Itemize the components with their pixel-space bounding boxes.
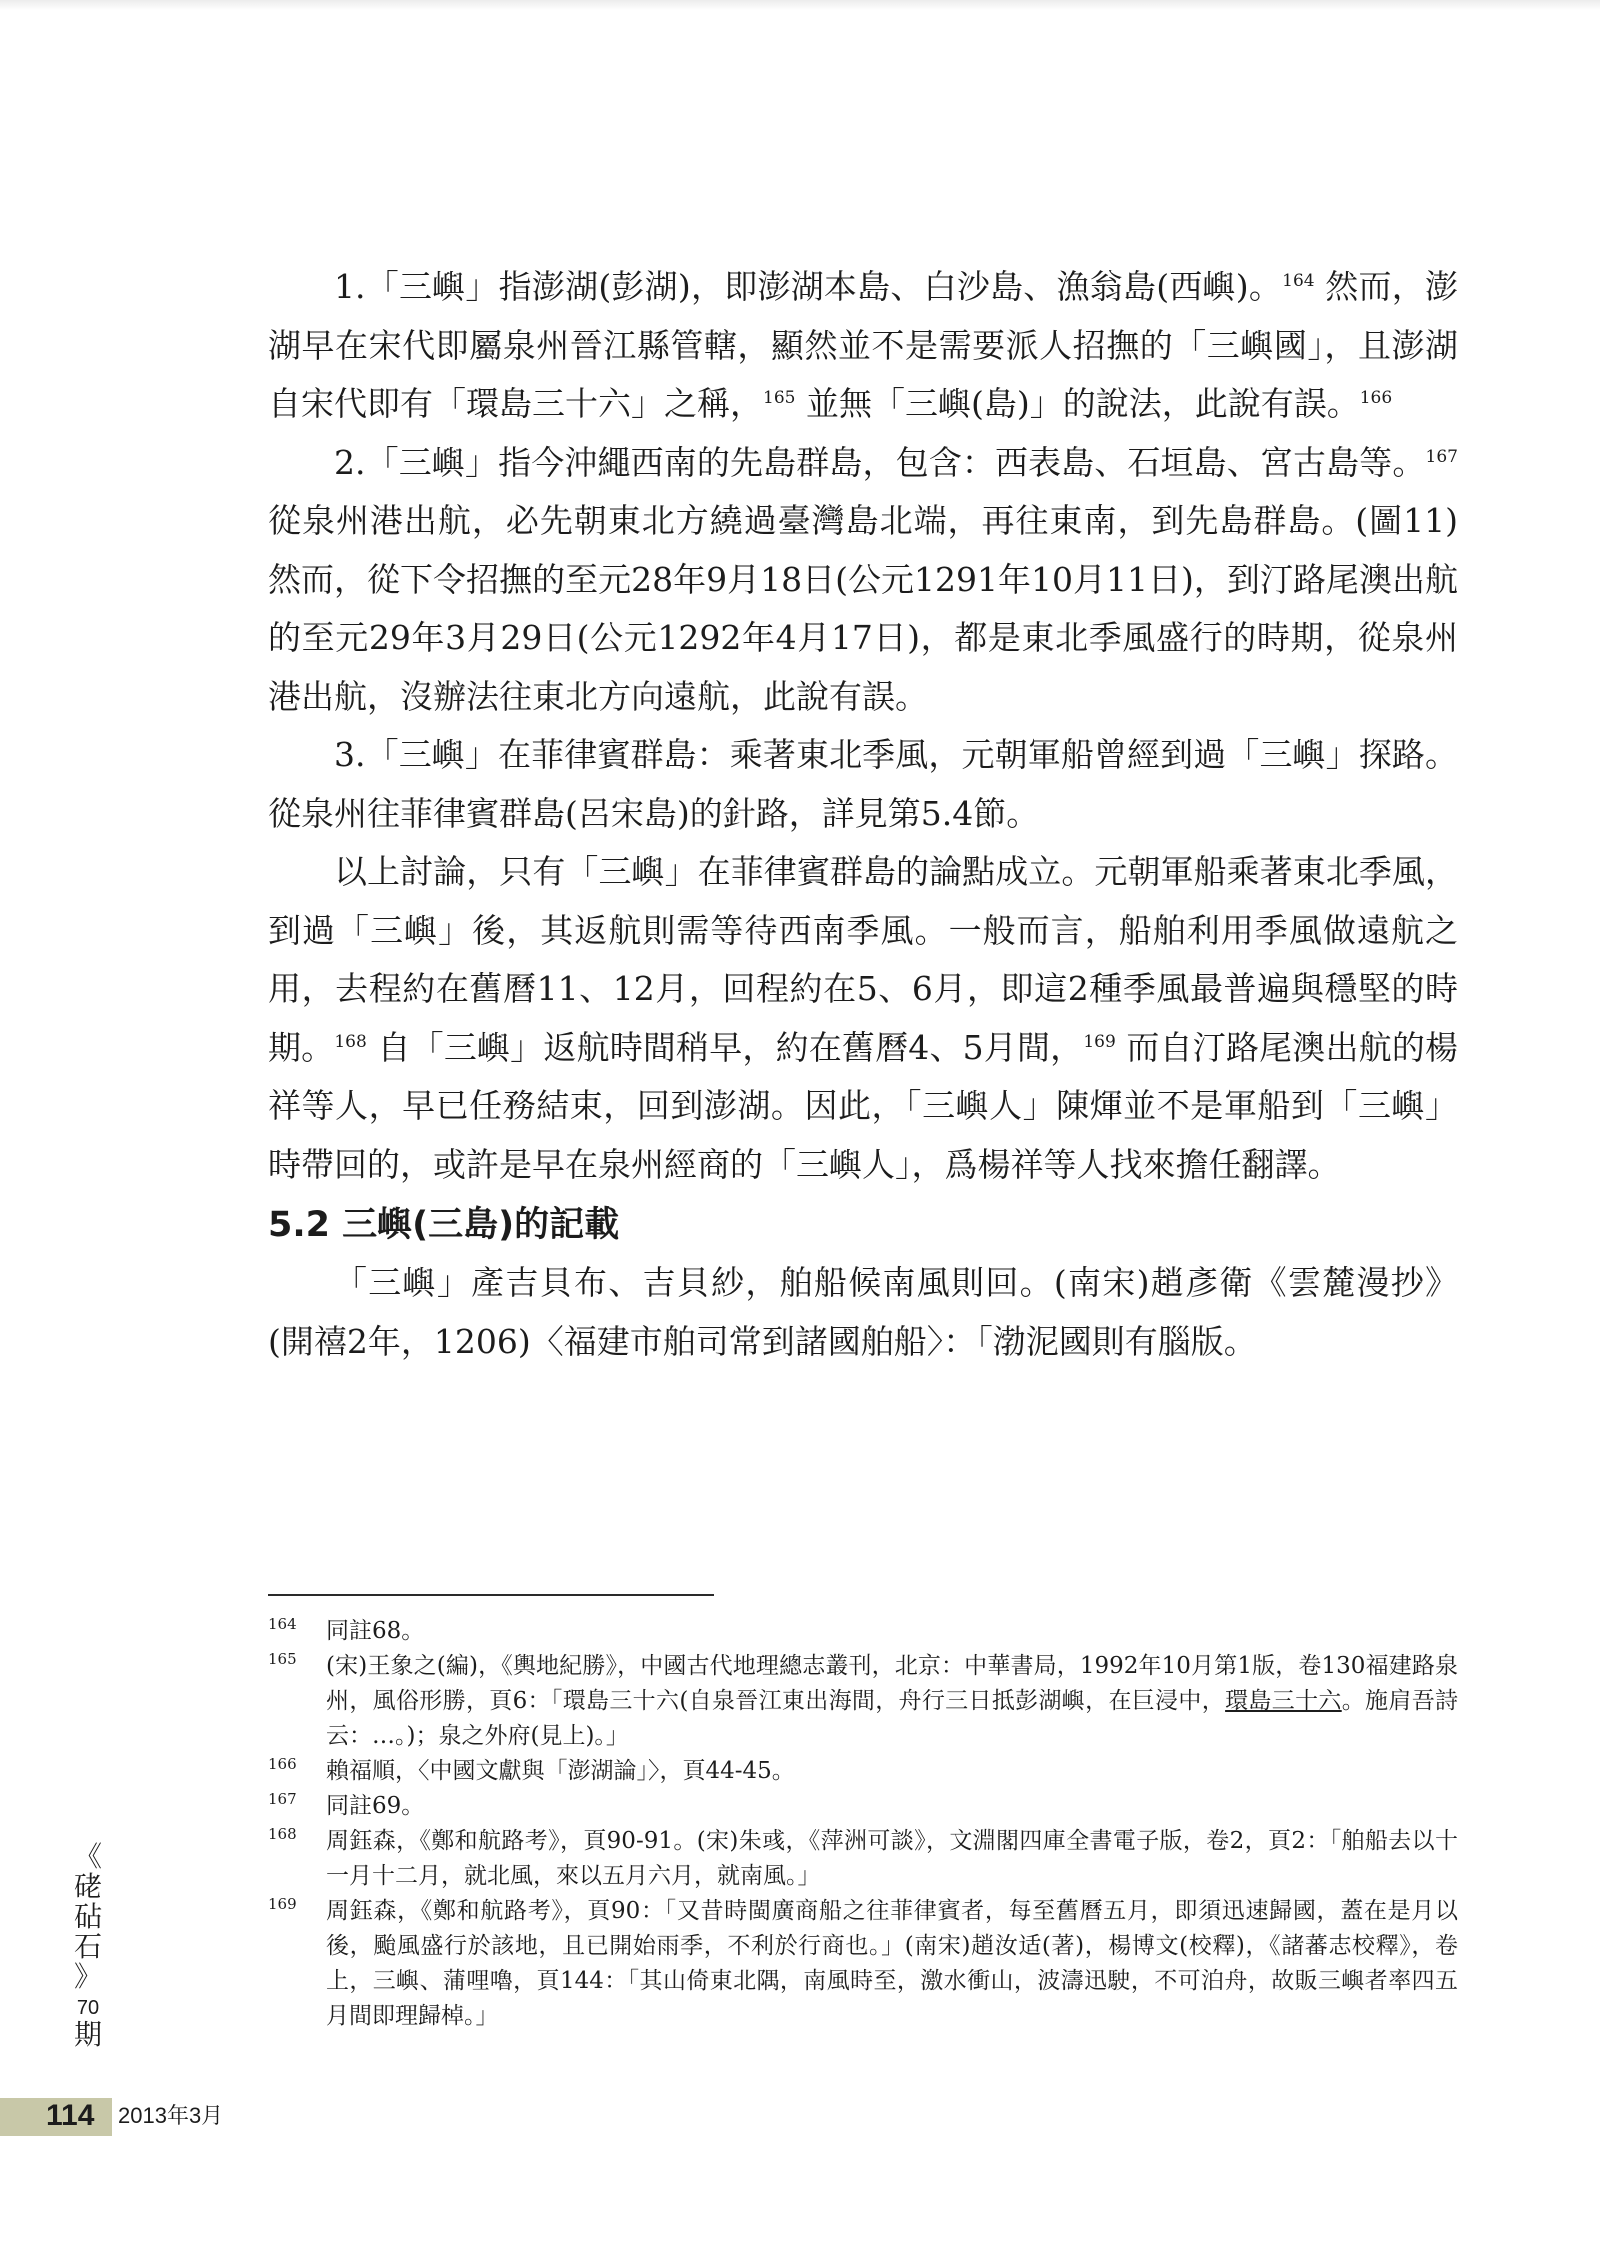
paragraph-5 <box>268 1254 1458 1371</box>
footnote-165 <box>268 1649 1458 1754</box>
page-top-edge <box>0 0 1600 10</box>
paragraph-4-text-b: 自「三嶼」返航時間稍早，約在舊曆4、5月間， <box>366 1027 1084 1067</box>
issue-date: 2013年3月 <box>118 2103 224 2128</box>
footnote-ref-169[interactable]: 169 <box>1083 1031 1116 1052</box>
footnote-text: 同註69。 <box>326 1793 425 1819</box>
paragraph-1-text-c: 並無「三嶼(島)」的說法，此說有誤。 <box>795 384 1360 423</box>
paragraph-2-text-a: 2.「三嶼」指今沖繩西南的先島群島，包含：西表島、石垣島、宮古島等。 <box>334 442 1426 482</box>
paragraph-2 <box>268 434 1458 727</box>
paragraph-1 <box>268 258 1458 434</box>
journal-title-char: 《 <box>73 1840 102 1873</box>
footnote-number: 166 <box>268 1755 297 1773</box>
footnote-166 <box>268 1754 1458 1789</box>
paragraph-4-text-a: 以上討論，只有「三嶼」在菲律賓群島的論點成立。元朝軍船乘著東北季風，到過「三嶼」後，其返航則需等待西南季風。一般而言，船舶利用季風做遠航之用，去程約在舊曆11、12月，回程約在5、6月，即這2種季風最普遍與穩堅的時期。 <box>268 852 1458 1067</box>
footnote-text: 同註68。 <box>326 1618 425 1644</box>
footnote-ref-165[interactable]: 165 <box>763 388 796 408</box>
journal-title-char: 》 <box>73 1960 102 1993</box>
paragraph-4 <box>268 843 1458 1194</box>
footnote-number: 164 <box>268 1615 297 1633</box>
footnote-167 <box>268 1789 1458 1824</box>
paragraph-1-text-b: 然而，澎湖早在宋代即屬泉州晉江縣管轄，顯然並不是需要派人招撫的「三嶼國」，且澎湖自宋代即有「環島三十六」之稱， <box>268 267 1458 423</box>
main-body <box>268 258 1458 1371</box>
footnote-number: 167 <box>268 1790 297 1808</box>
footnote-169 <box>268 1894 1458 2034</box>
footnote-text-a: (宋)王象之(編)，《輿地紀勝》，中國古代地理總志叢刊，北京：中華書局，1992年10月第1版，卷130福建路泉州，風俗形勝，頁6：「環島三十六(自泉晉江東出海間，舟行三日抵彭湖嶼，在巨浸中， <box>326 1653 1458 1714</box>
paragraph-3 <box>268 726 1458 843</box>
paragraph-3-text: 3.「三嶼」在菲律賓群島：乘著東北季風，元朝軍船曾經到過「三嶼」探路。從泉州往菲律賓群島(呂宋島)的針路，詳見第5.4節。 <box>268 735 1458 833</box>
issue-unit: 期 <box>73 2018 102 2051</box>
paragraph-1-text-a: 1.「三嶼」指澎湖(彭湖)，即澎湖本島、白沙島、漁翁島(西嶼)。 <box>334 267 1283 306</box>
journal-title-char: 砧 <box>73 1900 102 1933</box>
journal-title-char: 硓 <box>73 1870 102 1903</box>
footnote-divider <box>268 1594 714 1596</box>
footnote-168 <box>268 1824 1458 1894</box>
paragraph-2-text-b: 從泉州港出航，必先朝東北方繞過臺灣島北端，再往東南，到先島群島。(圖11) 然而，從下令招撫的至元28年9月18日(公元1291年10月11日)，到汀路尾澳出航的至元29年3月29日(公元1292年4月17日)，都是東北季風盛行的時期，從泉州港出航，沒辦法往東北方向遠航，此說有誤。 <box>268 501 1458 716</box>
footnote-text: 周鈺森，《鄭和航路考》，頁90-91。(宋)朱彧，《萍洲可談》，文淵閣四庫全書電子版，卷2，頁2：「舶船去以十一月十二月，就北風，來以五月六月，就南風。」 <box>326 1828 1458 1889</box>
issue-number: 70 <box>76 1997 100 2019</box>
journal-side-label <box>68 1842 108 2050</box>
footnote-text: 賴福順，〈中國文獻與「澎湖論」〉，頁44-45。 <box>326 1758 795 1784</box>
page-number: 114 <box>46 2099 95 2132</box>
section-heading: 5.2 三嶼(三島)的記載 <box>268 1205 620 1245</box>
footnote-ref-166[interactable]: 166 <box>1359 388 1393 408</box>
footnote-ref-167[interactable]: 167 <box>1425 446 1458 467</box>
paragraph-4-text-c: 而自汀路尾澳出航的楊祥等人，早已任務結束，回到澎湖。因此，「三嶼人」陳煇並不是軍船到「三嶼」時帶回的，或許是早在泉州經商的「三嶼人」，爲楊祥等人找來擔任翻譯。 <box>268 1027 1459 1184</box>
paragraph-5-text: 「三嶼」產吉貝布、吉貝紗，舶船候南風則回。(南宋)趙彥衛《雲麓漫抄》(開禧2年，1206)〈福建市舶司常到諸國舶船〉：「渤泥國則有腦版。 <box>268 1263 1458 1361</box>
underlined-phrase: 環島三十六 <box>1225 1688 1342 1714</box>
footnote-text: 周鈺森，《鄭和航路考》，頁90：「又昔時閩廣商船之往菲律賓者，每至舊曆五月，即須迅速歸國，蓋在是月以後，颱風盛行於該地，且已開始雨季，不利於行商也。」(南宋)趙汝适(著)，楊博文(校釋)，《諸蕃志校釋》，卷上，三嶼、蒲哩嚕，頁144：「其山倚東北隅，南風時至，激水衝山，波濤迅駛，不可泊舟，故販三嶼者率四五月間即理歸棹。」 <box>326 1898 1458 2029</box>
footnote-text-b: 。施肩吾詩云：…。)；泉之外府(見上)。」 <box>326 1688 1459 1749</box>
footnote-text <box>326 1649 1458 1754</box>
footnote-number: 168 <box>268 1825 297 1843</box>
footnotes <box>268 1614 1458 2034</box>
journal-title-char: 石 <box>73 1930 102 1963</box>
footnote-number: 165 <box>268 1650 297 1668</box>
footnote-ref-164[interactable]: 164 <box>1282 271 1315 291</box>
footnote-number: 169 <box>268 1895 297 1913</box>
footnote-164 <box>268 1614 1458 1649</box>
footnote-ref-168[interactable]: 168 <box>334 1031 367 1052</box>
